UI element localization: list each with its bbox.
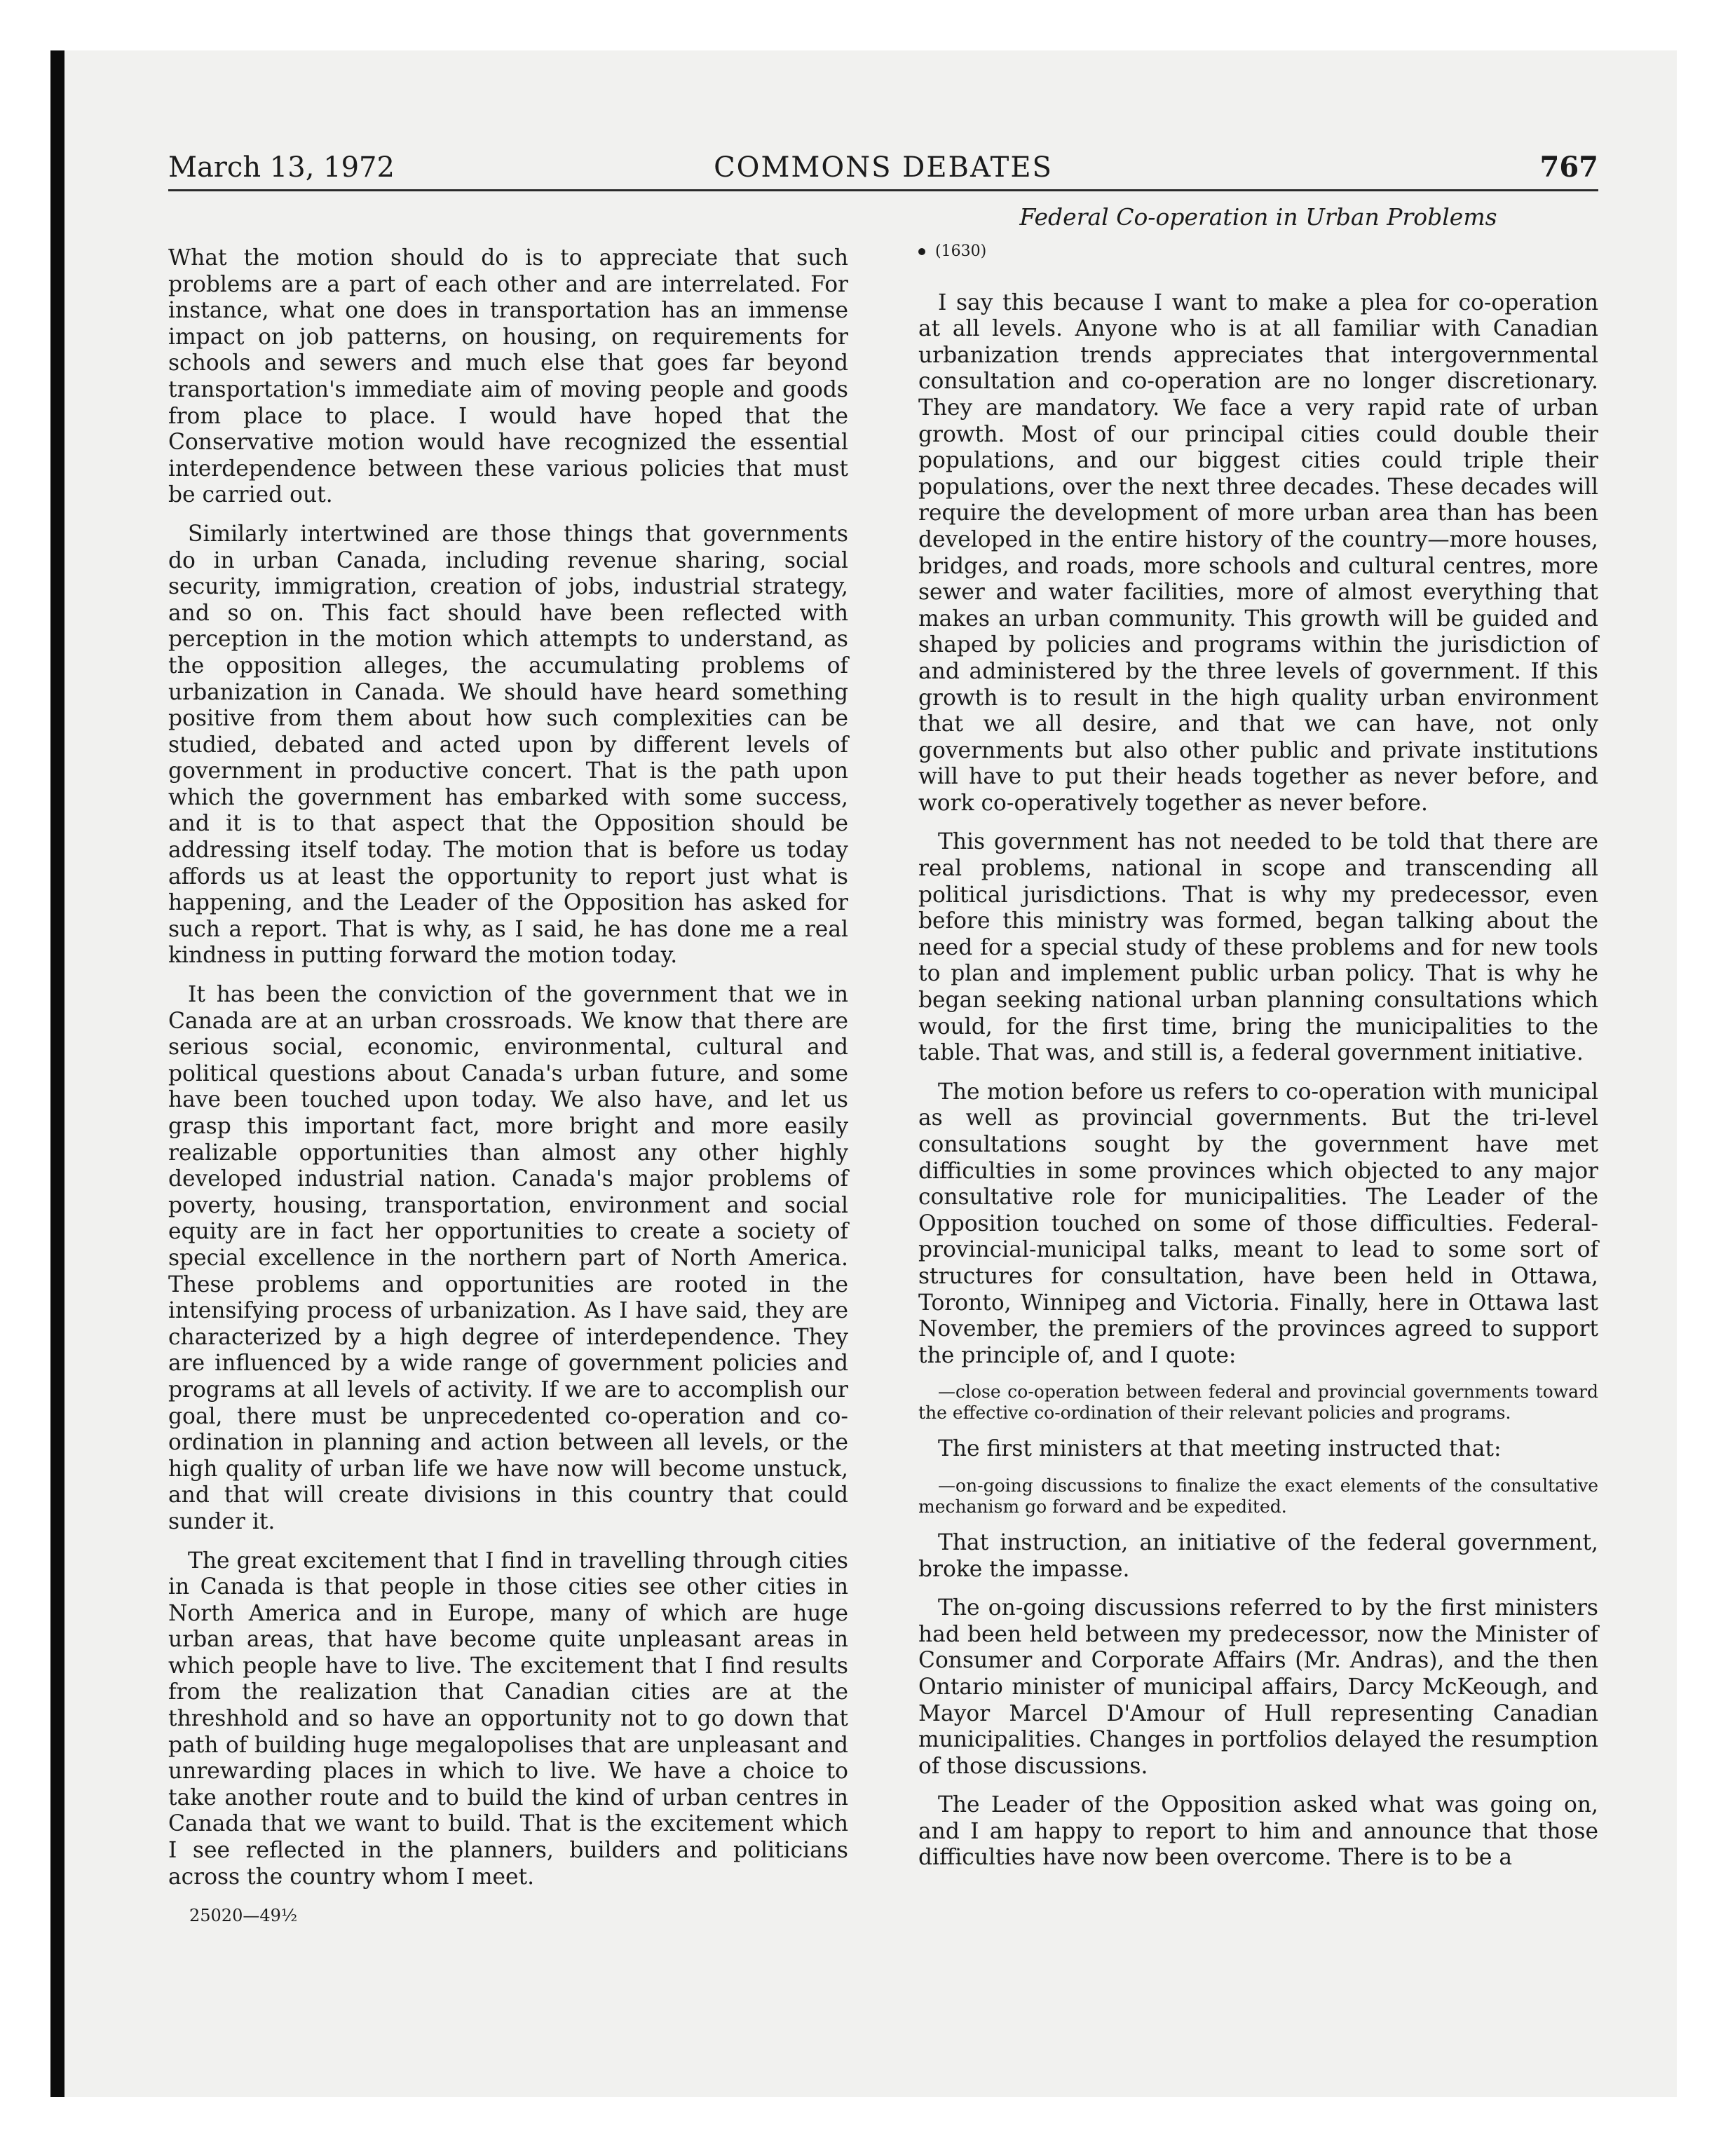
- right-paragraph-2: This government has not needed to be told that there are real problems, national in scope and transcending all political jurisdictions. That is why my predecessor, even before this ministry was formed, began talking about the need for a special study of these problems and for new tools to plan and implement public urban policy. That is why he began seeking national urban planning consultations which would, for the first time, bring the municipalities to the table. That was, and still is, a federal government initiative.: [918, 829, 1598, 1066]
- bullet-icon: [918, 248, 925, 255]
- right-paragraph-4: The first ministers at that meeting instructed that:: [938, 1436, 1502, 1462]
- right-paragraph-7: The Leader of the Opposition asked what was going on, and I am happy to report to him and announce that those difficulties have now been overcome. There is to be a: [918, 1792, 1598, 1871]
- right-paragraph-1: I say this because I want to make a plea for co-operation at all levels. Anyone who is at all familiar with Canadian urbanization trends appreciates that intergovernmental consultation and co-operation are no longer discretionary. They are mandatory. We face a very rapid rate of urban growth. Most of our principal cities could double their populations, and our biggest cities could triple their populations, over the next three decades. These decades will require the development of more urban area than has been developed in the entire history of the country—more houses, bridges, and roads, more schools and cultural centres, more sewer and water facilities, more of almost everything that makes an urban community. This growth will be guided and shaped by policies and programs within the jurisdiction of and administered by the three levels of government. If this growth is to result in the high quality urban environment that we all desire, and that we can have, not only governments but also other public and private institutions will have to put their heads together as never before, and work co-operatively together as never before.: [918, 289, 1598, 816]
- right-paragraph-5: That instruction, an initiative of the federal government, broke the impasse.: [918, 1529, 1598, 1582]
- right-column: [918, 203, 1598, 1884]
- right-paragraph-3: The motion before us refers to co-operation with municipal as well as provincial governments. But the tri-level consultations sought by the government have met difficulties in some provinces which objected to any major consultative role for municipalities. The Leader of the Opposition touched on some of those difficulties. Federal-provincial-municipal talks, meant to lead to some sort of structures for consultation, have been held in Ottawa, Toronto, Winnipeg and Victoria. Finally, here in Ottawa last November, the premiers of the provinces agreed to support the principle of, and I quote:: [918, 1079, 1598, 1368]
- time-mark-text: (1630): [935, 243, 987, 260]
- quotation-1: —close co-operation between federal and provincial governments toward the effective co-ordination of their relevant policies and programs.: [918, 1381, 1598, 1424]
- time-mark: [918, 238, 1598, 265]
- quotation-2: —on-going discussions to finalize the exact elements of the consultative mechanism go forward and be expedited.: [918, 1475, 1598, 1517]
- section-title: Federal Co-operation in Urban Problems: [1019, 203, 1497, 231]
- page-number: 767: [1539, 151, 1598, 184]
- left-paragraph-4: The great excitement that I find in travelling through cities in Canada is that people in those cities see other cities in North America and in Europe, many of which are huge urban areas, that have become quite unpleasant areas in which people have to live. The excitement that I find results from the realization that Canadian cities are at the threshhold and so have an opportunity not to go down that path of building huge megalopolises that are unpleasant and unrewarding places in which to live. We have a choice to take another route and to build the kind of urban centres in Canada that we want to build. That is the excitement which I see reflected in the planners, builders and politicians across the country whom I meet.: [168, 1548, 848, 1890]
- running-header: [168, 140, 1598, 191]
- left-paragraph-3: It has been the conviction of the government that we in Canada are at an urban crossroads. We know that there are serious social, economic, environmental, cultural and political questions about Canada's urban future, and some have been touched upon today. We also have, and let us grasp this important fact, more bright and more easily realizable opportunities than almost any other highly developed industrial nation. Canada's major problems of poverty, housing, transportation, environment and social equity are in fact her opportunities to create a society of special excellence in the northern part of North America. These problems and opportunities are rooted in the intensifying process of urbanization. As I have said, they are characterized by a high degree of interdependence. They are influenced by a wide range of government policies and programs at all levels of activity. If we are to accomplish our goal, there must be unprecedented co-operation and co-ordination in planning and action between all levels, or the high quality of urban life we have now will become unstuck, and that will create divisions in this country that could sunder it.: [168, 982, 848, 1534]
- left-paragraph-1: What the motion should do is to appreciate that such problems are a part of each other and are interrelated. For instance, what one does in transportation has an immense impact on job patterns, on housing, on requirements for schools and sewers and much else that goes far beyond transportation's immediate aim of moving people and goods from place to place. I would have hoped that the Conservative motion would have recognized the essential interdependence between these various policies that must be carried out.: [168, 245, 848, 508]
- document-page: [168, 140, 1598, 1935]
- right-paragraph-6: The on-going discussions referred to by the first ministers had been held between my predecessor, now the Minister of Consumer and Corporate Affairs (Mr. Andras), and the then Ontario minister of municipal affairs, Darcy McKeough, and Mayor Marcel D'Amour of Hull representing Canadian municipalities. Changes in portfolios delayed the resumption of those discussions.: [918, 1595, 1598, 1779]
- print-code-footnote: 25020—49½: [189, 1906, 298, 1926]
- left-column: [168, 245, 848, 1930]
- header-date: March 13, 1972: [168, 151, 395, 184]
- scan-edge-shadow: [50, 50, 64, 2097]
- header-title: COMMONS DEBATES: [714, 151, 1053, 184]
- left-paragraph-2: Similarly intertwined are those things that governments do in urban Canada, including revenue sharing, social security, immigration, creation of jobs, industrial strategy, and so on. This fact should have been reflected with perception in the motion which attempts to understand, as the opposition alleges, the accumulating problems of urbanization in Canada. We should have heard something positive from them about how such complexities can be studied, debated and acted upon by different levels of government in productive concert. That is the path upon which the government has embarked with some success, and it is to that aspect that the Opposition should be addressing itself today. The motion that is before us today affords us at least the opportunity to report just what is happening, and the Leader of the Opposition has asked for such a report. That is why, as I said, he has done me a real kindness in putting forward the motion today.: [168, 521, 848, 969]
